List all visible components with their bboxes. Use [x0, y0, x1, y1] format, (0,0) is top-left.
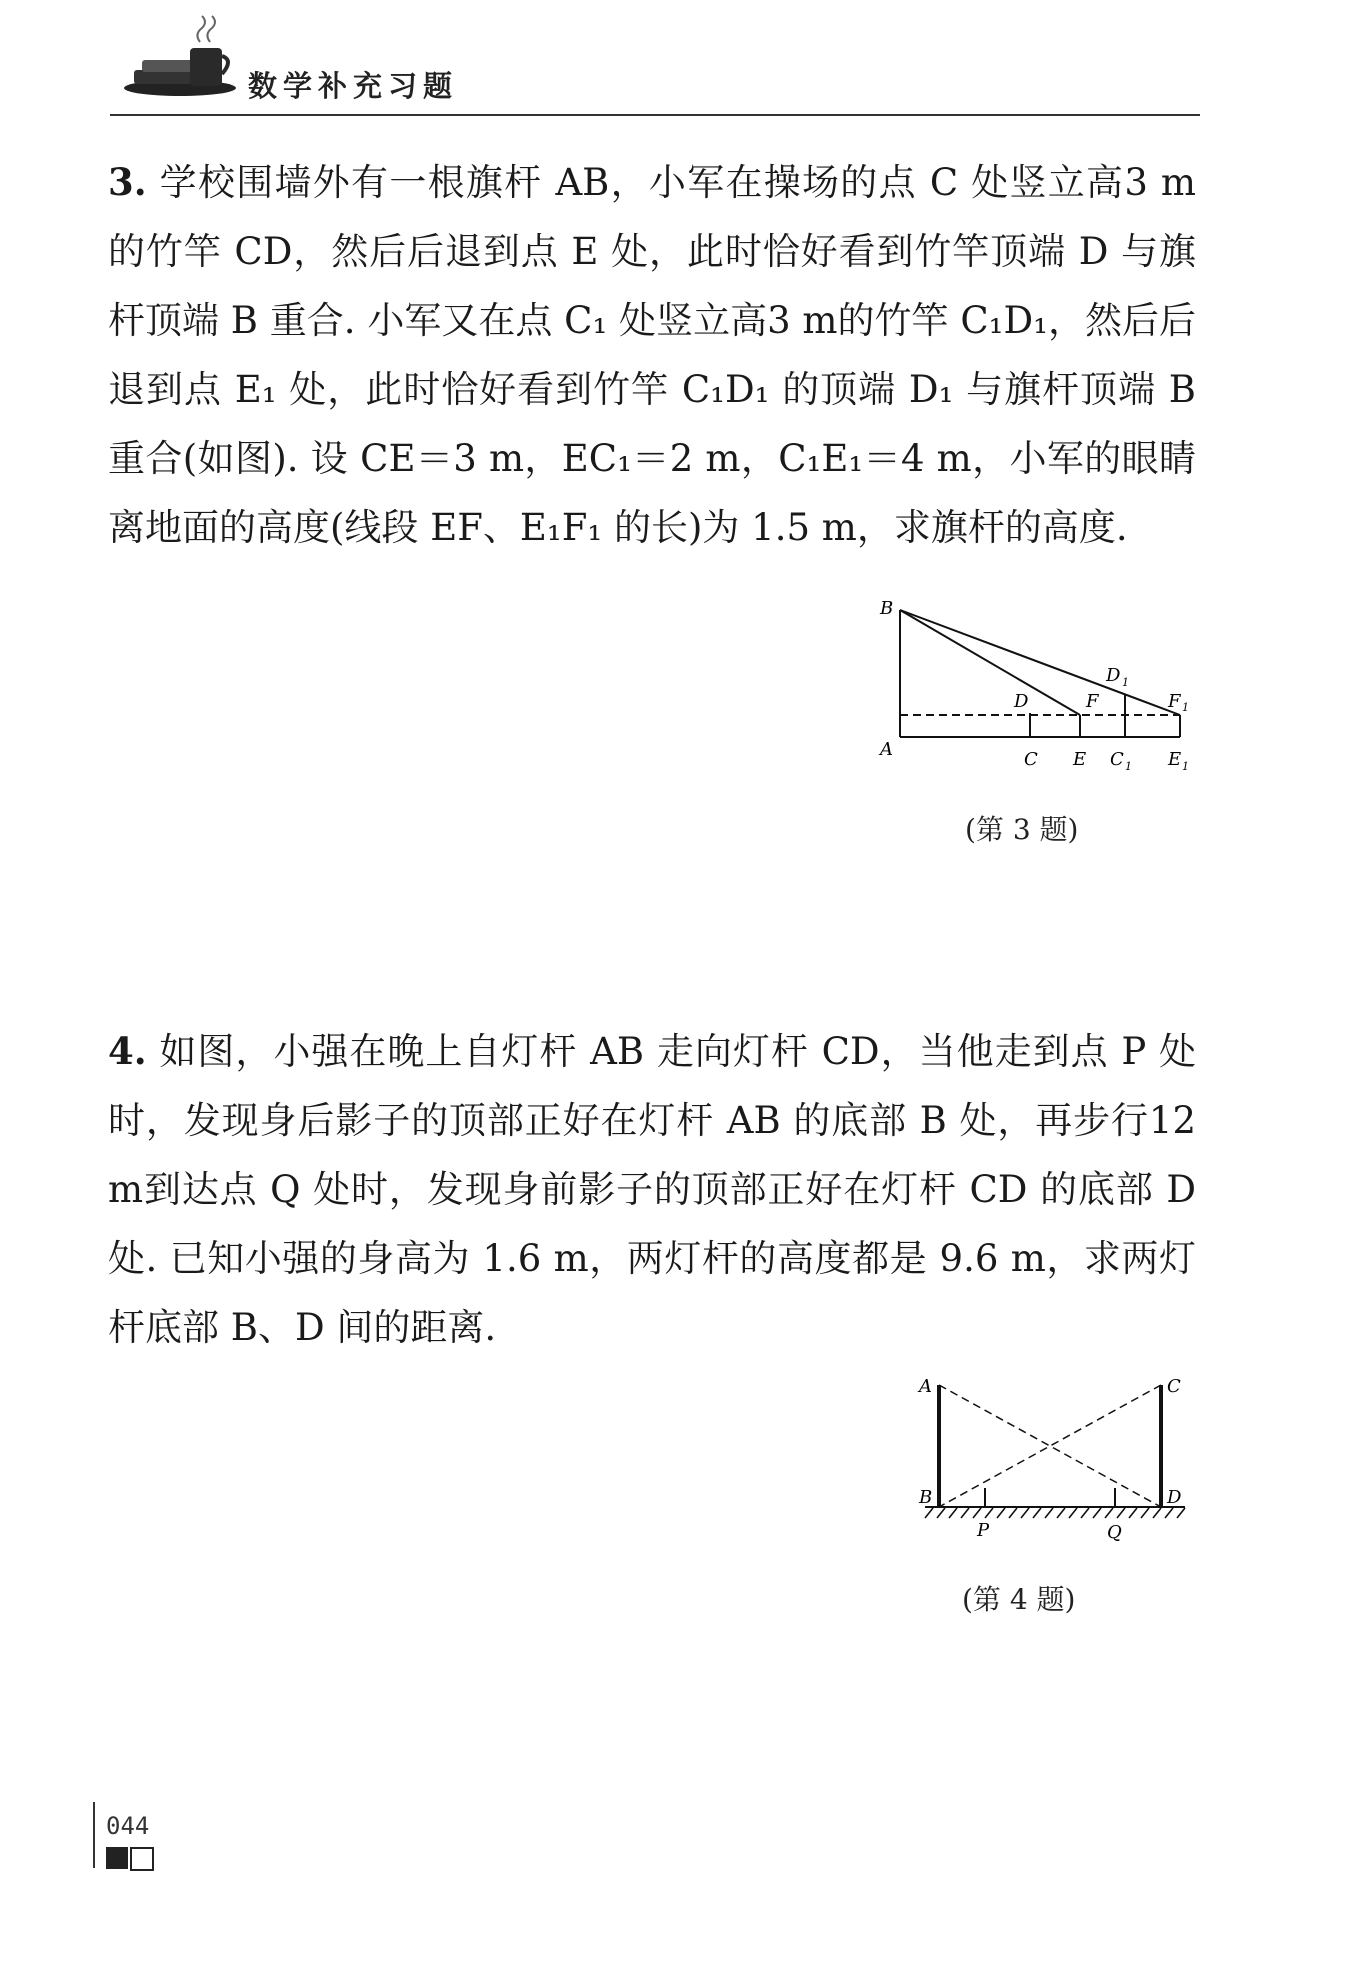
fig4-label-d: D: [1167, 1487, 1182, 1508]
footer-divider: [93, 1802, 95, 1868]
fig3-label-f: F: [1086, 691, 1099, 712]
fig4-label-b: B: [919, 1487, 933, 1508]
fig4-label-a: A: [919, 1376, 932, 1397]
problem-4-text: 如图，小强在晚上自灯杆 AB 走向灯杆 CD，当他走到点 P 处时，发现身后影子的顶部正好在灯杆 AB 的底部 B 处，再步行12 m到达点 Q 处时，发现身前影子的顶部正好在灯杆 CD 的底部 D 处. 已知小强的身高为 1.6 m，两灯杆的高度都是 9.6 m，求两灯杆底部 B、D 间的距离.: [108, 1030, 1196, 1349]
filled-square-icon: [106, 1847, 128, 1869]
page-number: 044: [106, 1812, 150, 1840]
fig4-label-c: C: [1167, 1376, 1181, 1397]
fig3-label-d1-sub: 1: [1122, 676, 1129, 689]
problem-4: [108, 1017, 1196, 1362]
fig4-label-q: Q: [1107, 1522, 1122, 1543]
problem-3-number: 3.: [108, 160, 147, 204]
fig3-label-f1: F: [1168, 691, 1181, 712]
fig4-label-p: P: [977, 1520, 990, 1541]
problem-4-number: 4.: [108, 1029, 147, 1073]
fig3-label-e: E: [1073, 749, 1087, 770]
empty-square-icon: [130, 1847, 154, 1871]
figure-3-diagram: [870, 595, 1200, 775]
problem-3: [108, 148, 1196, 562]
fig3-label-e1-sub: 1: [1182, 760, 1189, 773]
fig3-label-c1: C: [1110, 749, 1124, 770]
fig3-label-e1: E: [1168, 749, 1182, 770]
fig3-label-d1: D: [1106, 665, 1121, 686]
fig3-label-c1-sub: 1: [1125, 760, 1132, 773]
books-and-mug-logo: [120, 12, 240, 104]
figure-3-caption: (第 3 题): [965, 813, 1079, 846]
fig3-label-a: A: [880, 739, 893, 760]
page-header: [0, 0, 1350, 120]
fig3-label-b: B: [880, 598, 894, 619]
problem-3-text: 学校围墙外有一根旗杆 AB，小军在操场的点 C 处竖立高3 m的竹竿 CD，然后后退到点 E 处，此时恰好看到竹竿顶端 D 与旗杆顶端 B 重合. 小军又在点 C₁ 处竖立高3 m的竹竿 C₁D₁，然后后退到点 E₁ 处，此时恰好看到竹竿 C₁D₁ 的顶端 D₁ 与旗杆顶端 B 重合(如图). 设 CE＝3 m，EC₁＝2 m，C₁E₁＝4 m，小军的眼睛离地面的高度(线段 EF、E₁F₁ 的长)为 1.5 m，求旗杆的高度.: [108, 161, 1196, 549]
header-title: 数学补充习题: [248, 69, 459, 103]
fig3-label-f1-sub: 1: [1182, 701, 1189, 714]
fig3-label-c: C: [1024, 749, 1038, 770]
fig3-label-d: D: [1014, 691, 1029, 712]
header-divider: [110, 114, 1200, 116]
figure-4-caption: (第 4 题): [962, 1583, 1076, 1616]
figure-4-diagram: [905, 1370, 1195, 1550]
